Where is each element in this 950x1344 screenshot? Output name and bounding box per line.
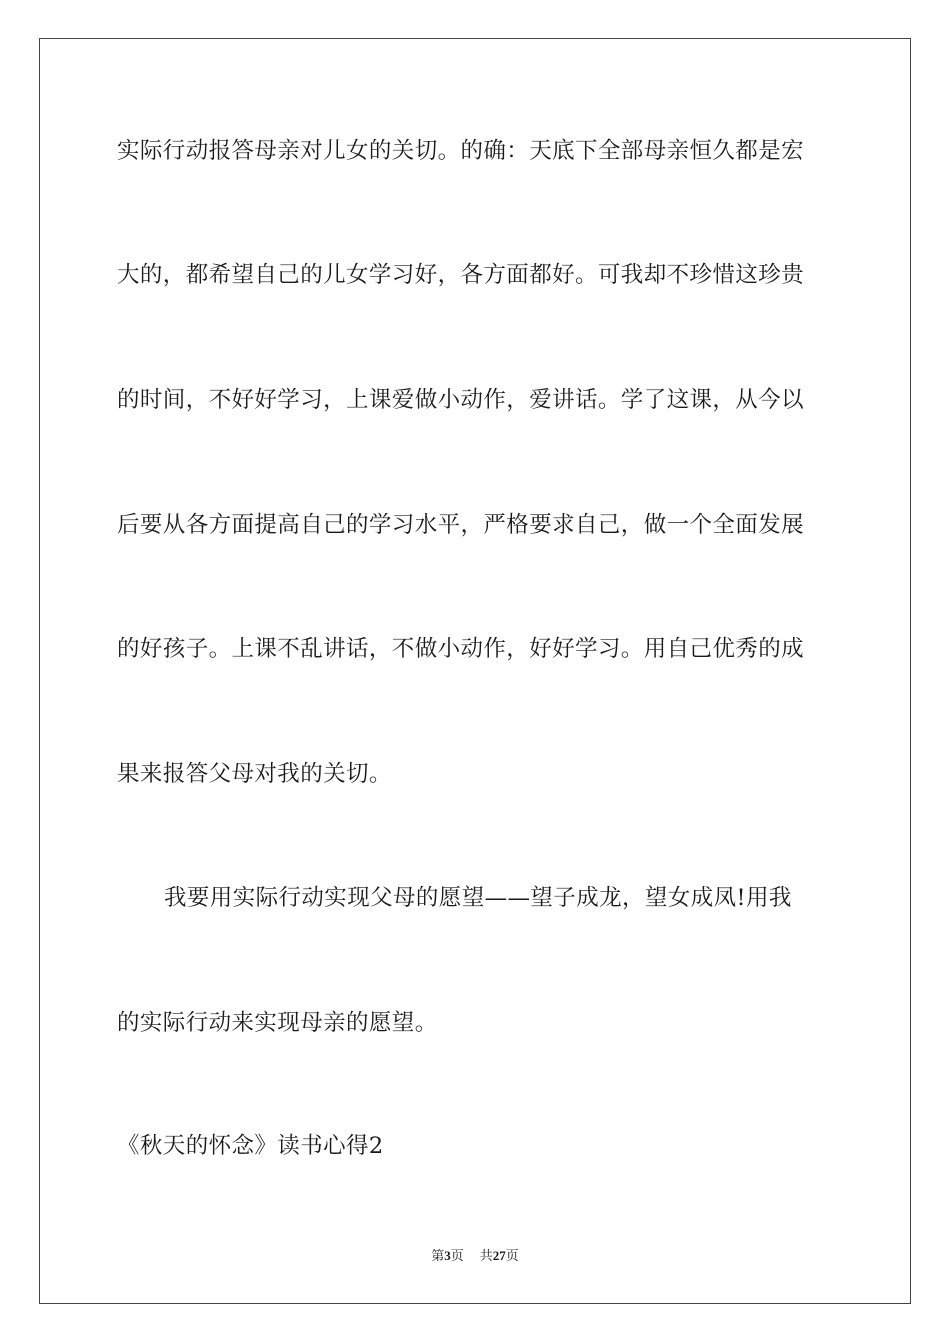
body-line-6: 果来报答父母对我的关切。 [117, 761, 392, 787]
body-line-1: 实际行动报答母亲对儿女的关切。的确：天底下全部母亲恒久都是宏 [117, 138, 805, 164]
paragraph-2-line-1: 我要用实际行动实现父母的愿望——望子成龙，望女成凤!用我 [164, 885, 792, 911]
total-suffix: 页 [505, 1249, 519, 1264]
body-line-4: 后要从各方面提高自己的学习水平，严格要求自己，做一个全面发展 [117, 512, 805, 538]
body-line-3: 的时间，不好好学习，上课爱做小动作，爱讲话。学了这课，从今以 [117, 387, 805, 413]
page-suffix: 页 [450, 1249, 464, 1264]
page-border [39, 38, 911, 1304]
section-heading: 《秋天的怀念》读书心得2 [117, 1133, 384, 1159]
page-number: 3 [444, 1248, 451, 1263]
page-footer [0, 1247, 950, 1266]
body-line-5: 的好孩子。上课不乱讲话，不做小动作，好好学习。用自己优秀的成 [117, 636, 805, 662]
total-pages: 27 [492, 1248, 506, 1263]
page-prefix: 第 [431, 1249, 445, 1264]
total-prefix: 共 [479, 1249, 493, 1264]
body-line-2: 大的，都希望自己的儿女学习好，各方面都好。可我却不珍惜这珍贵 [117, 262, 805, 288]
paragraph-2-line-2: 的实际行动来实现母亲的愿望。 [117, 1010, 438, 1036]
